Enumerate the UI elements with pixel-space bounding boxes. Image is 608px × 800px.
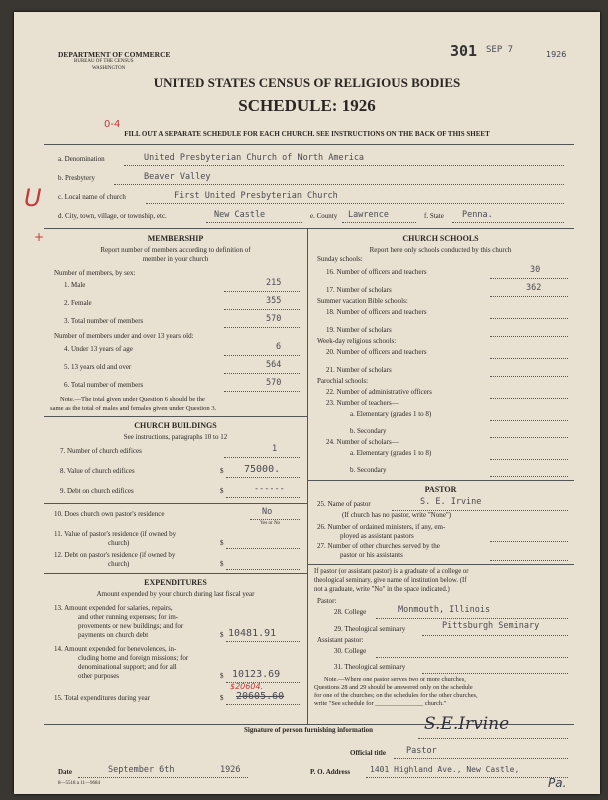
q2-label: 2. Female (64, 299, 92, 307)
q9-value: ------ (254, 484, 285, 494)
form-title: UNITED STATES CENSUS OF RELIGIOUS BODIES (153, 75, 461, 90)
schools-title: CHURCH SCHOOLS (402, 234, 479, 243)
q22-label: 22. Number of administrative officers (326, 388, 432, 396)
q23a-label: a. Elementary (grades 1 to 8) (350, 410, 432, 418)
red-code-mark: 0-4 (104, 119, 121, 130)
q9-dollar: $ (220, 487, 224, 495)
q1-label: 1. Male (64, 281, 86, 289)
q13-line-a: 13. Amount expended for salaries, repairs, (54, 604, 173, 612)
buildings-title: CHURCH BUILDINGS (134, 421, 217, 430)
q10-hint: Yes or No (260, 521, 281, 526)
grad-note-2: theological seminary, give name of institution below. (If (314, 577, 467, 584)
q8-value: 75000. (244, 464, 281, 475)
q11-dollar: $ (220, 539, 224, 547)
q25-label: 25. Name of pastor (317, 500, 371, 508)
q10-label: 10. Does church own pastor's residence (54, 510, 165, 518)
q27-line-a: 27. Number of other churches served by the (317, 542, 440, 550)
members-by-sex-label: Number of members, by sex: (54, 269, 136, 277)
membership-note-2: member in your church (142, 255, 209, 263)
q12-label-a: 12. Debt on pastor's residence (if owned by (54, 551, 176, 559)
q13-line-d: payments on church debt (78, 631, 149, 639)
q24-label: 24. Number of scholars— (326, 438, 399, 446)
q25-hint: (If church has no pastor, write "None") (342, 511, 452, 519)
schools-sub: Report here only schools conducted by this church (369, 246, 512, 254)
denomination-label: a. Denomination (58, 155, 105, 163)
date-year: 1926 (220, 765, 241, 775)
membership-title: MEMBERSHIP (147, 234, 204, 243)
q6-label: 6. Total number of members (64, 381, 144, 389)
q16-value: 30 (530, 265, 541, 275)
q12-label-b: church) (108, 560, 130, 568)
q28-label: 28. College (334, 608, 367, 616)
department-name: DEPARTMENT OF COMMERCE (58, 50, 171, 59)
q11-label-a: 11. Value of pastor's residence (if owned by (54, 530, 177, 538)
membership-note-1: Report number of members according to definition of (100, 246, 251, 254)
q13-line-c: provements or new buildings; and for (78, 622, 184, 630)
q14-value: 10123.69 (232, 669, 281, 680)
q7-label: 7. Number of church edifices (60, 447, 142, 455)
buildings-sub: See instructions, paragraphs 10 to 12 (123, 433, 228, 441)
q20-label: 20. Number of officers and teachers (326, 348, 427, 356)
q9-label: 9. Debt on church edifices (60, 487, 134, 495)
stamp-date: SEP 7 (486, 45, 514, 55)
sunday-label: Sunday schools: (317, 255, 363, 263)
members-by-age-label: Number of members under and over 13 years old: (54, 332, 194, 340)
local-name-label: c. Local name of church (58, 193, 126, 201)
q14-line-c: denominational support; and for all (78, 663, 177, 671)
po-address-label: P. O. Address (310, 768, 351, 776)
state-label: f. State (424, 212, 444, 220)
q25-value: S. E. Irvine (420, 497, 482, 507)
q14-line-d: other purposes (78, 672, 120, 680)
membership-note-b: same as the total of males and females given under Question 3. (50, 405, 217, 412)
grad-note-3: not a graduate, write "No" in the space indicated.) (314, 586, 450, 593)
q14-line-a: 14. Amount expended for benevolences, in- (54, 645, 177, 653)
expenditures-sub: Amount expended by your church during last fiscal year (96, 590, 255, 598)
pastor-note-4: write "See schedule for _______________ church." (314, 700, 447, 707)
q26-line-b: ployed as assistant pastors (340, 532, 414, 540)
q21-label: 21. Number of scholars (326, 366, 392, 374)
q14-dollar: $ (220, 672, 224, 680)
q24b-label: b. Secondary (350, 466, 387, 474)
signature-label: Signature of person furnishing information (244, 726, 373, 734)
q15-red-correction: $20604. (230, 682, 264, 691)
q4-label: 4. Under 13 years of age (64, 345, 133, 353)
q31-label: 31. Theological seminary (334, 663, 406, 671)
q2-value: 355 (266, 296, 282, 306)
grad-note-1: If pastor (or assistant pastor) is a graduate of a college or (314, 568, 469, 575)
presbytery-value: Beaver Valley (144, 172, 211, 182)
q29-value: Pittsburgh Seminary (442, 621, 540, 631)
date-value: September 6th (108, 765, 175, 775)
q3-label: 3. Total number of members (64, 317, 144, 325)
q14-line-b: cluding home and foreign missions; for (78, 654, 189, 662)
expenditures-title: EXPENDITURES (144, 578, 207, 587)
q5-value: 564 (266, 360, 282, 370)
red-plus-mark: + (34, 230, 45, 244)
pastor-signature: S.E.Irvine (424, 714, 510, 734)
q15-dollar: $ (220, 694, 224, 702)
q24a-label: a. Elementary (grades 1 to 8) (350, 449, 432, 457)
city-label: d. City, town, village, or township, etc. (58, 212, 167, 220)
weekday-label: Week-day religious schools: (317, 337, 397, 345)
stamp-number: 301 (450, 42, 478, 60)
bureau-city: WASHINGTON (92, 66, 126, 71)
q10-value: No (262, 507, 273, 517)
q3-value: 570 (266, 314, 282, 324)
form-subtitle: SCHEDULE: 1926 (238, 96, 376, 115)
official-title-label: Official title (350, 749, 386, 757)
q8-label: 8. Value of church edifices (60, 467, 135, 475)
census-schedule-sheet (14, 12, 600, 794)
q1-value: 215 (266, 278, 282, 288)
q15-label: 15. Total expenditures during year (54, 694, 150, 702)
parochial-label: Parochial schools: (317, 377, 369, 385)
official-title-value: Pastor (406, 746, 437, 756)
q17-value: 362 (526, 283, 542, 293)
q7-value: 1 (272, 444, 278, 454)
q17-label: 17. Number of scholars (326, 286, 392, 294)
state-value: Penna. (462, 210, 493, 220)
local-name-value: First United Presbyterian Church (174, 191, 338, 201)
q16-label: 16. Number of officers and teachers (326, 268, 427, 276)
city-value: New Castle (214, 210, 266, 220)
bureau-name: BUREAU OF THE CENSUS (74, 59, 134, 64)
q13-dollar: $ (220, 631, 224, 639)
q19-label: 19. Number of scholars (326, 326, 392, 334)
q23-label: 23. Number of teachers— (326, 399, 399, 407)
q5-label: 5. 13 years old and over (64, 363, 132, 371)
asst-pastor-label: Assistant pastor: (317, 636, 364, 644)
pastor-note-1: Note.—Where one pastor serves two or more churches, (324, 676, 466, 683)
pastor-sub-label: Pastor: (317, 597, 337, 605)
q4-value: 6 (276, 342, 282, 352)
pastor-note-2: Questions 28 and 29 should be answered only on the schedule (314, 684, 473, 691)
po-address-value: 1401 Highland Ave., New Castle, (370, 765, 520, 774)
q26-line-a: 26. Number of ordained ministers, if any, em- (317, 523, 446, 531)
year-note: 1926 (546, 50, 567, 59)
q12-dollar: $ (220, 560, 224, 568)
pastor-title: PASTOR (424, 485, 457, 494)
county-value: Lawrence (348, 210, 389, 220)
denomination-value: United Presbyterian Church of North America (144, 153, 365, 163)
q27-line-b: pastor or his assistants (340, 551, 403, 559)
q23b-label: b. Secondary (350, 427, 387, 435)
red-u-mark: U (24, 184, 42, 212)
print-code: 8—5518 a 11—9684 (58, 781, 101, 786)
q18-label: 18. Number of officers and teachers (326, 308, 427, 316)
membership-note-a: Note.—The total given under Question 6 should be the (60, 396, 205, 403)
q29-label: 29. Theological seminary (334, 625, 406, 633)
po-address-state: Pa. (548, 776, 567, 790)
pastor-note-3: for one of the churches; on the schedules for the other churches, (314, 692, 478, 699)
q6-value: 570 (266, 378, 282, 388)
summer-label: Summer vacation Bible schools: (317, 297, 408, 305)
county-label: e. County (310, 212, 338, 220)
q30-label: 30. College (334, 647, 367, 655)
form-instruction: FILL OUT A SEPARATE SCHEDULE FOR EACH CHURCH. SEE INSTRUCTIONS ON THE BACK OF THIS SHEET (124, 130, 490, 138)
q13-line-b: and other running expenses; for im- (78, 613, 179, 621)
date-label: Date (58, 768, 72, 776)
q13-value: 10481.91 (228, 628, 277, 639)
q11-label-b: church) (108, 539, 130, 547)
q15-value: 20605.60 (236, 691, 285, 702)
q8-dollar: $ (220, 467, 224, 475)
q28-value: Monmouth, Illinois (398, 605, 491, 615)
presbytery-label: b. Presbytery (58, 174, 95, 182)
